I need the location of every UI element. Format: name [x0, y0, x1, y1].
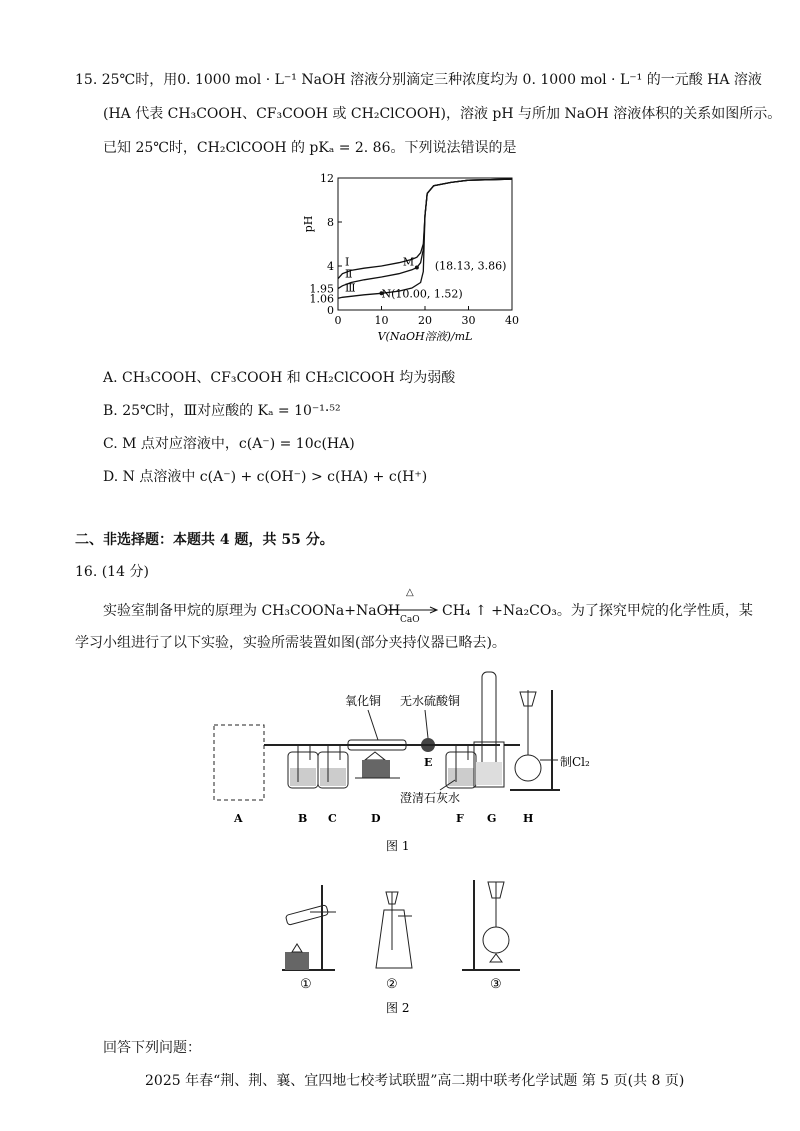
series-label: Ⅲ — [345, 281, 356, 295]
answer-prompt: 回答下列问题： — [103, 1040, 201, 1056]
q15-line3: 已知 25℃时，CH₂ClCOOH 的 pKₐ = 2. 86。下列说法错误的是 — [103, 140, 517, 156]
label-cl2: 制Cl₂ — [560, 755, 590, 769]
point-name: M — [402, 255, 415, 269]
apparatus-label-g: G — [487, 812, 497, 825]
label-cuo: 氧化铜 — [345, 694, 382, 708]
q15-option-b: B. 25℃时，Ⅲ对应酸的 Kₐ = 10⁻¹·⁵² — [103, 403, 341, 419]
reaction-condition-heat: △ — [406, 587, 414, 598]
apparatus-label-e: E — [424, 756, 433, 769]
q16-intro-line2: 学习小组进行了以下实验，实验所需装置如图(部分夹持仪器已略去)。 — [75, 635, 506, 651]
apparatus-option-2 — [376, 892, 412, 968]
q15-option-c: C. M 点对应溶液中，c(A⁻) = 10c(HA) — [103, 436, 355, 452]
q15-option-d: D. N 点溶液中 c(A⁻) + c(OH⁻) > c(HA) + c(H⁺) — [103, 469, 428, 485]
y-extra-tick-label: 1.95 — [309, 282, 334, 296]
q15-line1: 15. 25℃时，用0. 1000 mol · L⁻¹ NaOH 溶液分别滴定三种浓度均为 0. 1000 mol · L⁻¹ 的一元酸 HA 溶液 — [75, 72, 762, 88]
figure-2-caption: 图 2 — [386, 1001, 410, 1015]
page-footer: 2025 年春“荆、荆、襄、宜四地七校考试联盟”高二期中联考化学试题 第 5 页(共 8 页) — [145, 1073, 685, 1089]
x-tick-label: 40 — [505, 314, 519, 327]
label-limewater: 澄清石灰水 — [400, 791, 461, 805]
section2-header: 二、非选择题：本题共 4 题，共 55 分。 — [75, 532, 334, 548]
y-tick-label: 4 — [327, 260, 334, 273]
x-axis-label: V(NaOH溶液)/mL — [377, 330, 473, 343]
q15-option-a: A. CH₃COOH、CF₃COOH 和 CH₂ClCOOH 均为弱酸 — [103, 370, 456, 386]
gas-washing-bottle-f — [446, 745, 476, 788]
apparatus-label-b: B — [298, 812, 308, 825]
series-label: Ⅰ — [345, 255, 350, 269]
apparatus-label-f: F — [456, 812, 464, 825]
x-tick-label: 0 — [334, 314, 342, 327]
apparatus-figure-1 — [0, 660, 800, 860]
q16-intro-b: CH₄ ↑ +Na₂CO₃。为了探究甲烷的化学性质，某 — [442, 603, 753, 619]
apparatus-label-c: C — [328, 812, 337, 825]
ph-titration-chart — [0, 160, 800, 380]
point-label: N(10.00, 1.52) — [381, 287, 463, 301]
label-cuso4: 无水硫酸铜 — [400, 694, 461, 708]
apparatus-option-1 — [282, 885, 336, 970]
q16-intro-a: 实验室制备甲烷的原理为 CH₃COONa+NaOH — [103, 603, 401, 619]
series-label: Ⅱ — [345, 267, 353, 281]
x-tick-label: 20 — [418, 314, 432, 327]
data-point — [415, 266, 419, 270]
y-tick-label: 12 — [320, 172, 334, 185]
y-tick-label: 8 — [327, 216, 334, 229]
apparatus-label-d: D — [371, 812, 381, 825]
apparatus-a-placeholder — [214, 725, 264, 800]
chlorine-generator-h — [504, 690, 560, 790]
y-axis-label: pH — [302, 215, 315, 233]
gas-washing-bottle-b — [288, 745, 318, 788]
option-label-2: ② — [386, 977, 398, 992]
gas-washing-bottle-c — [318, 745, 348, 788]
y-extra-tick-label: 1.06 — [309, 292, 334, 306]
figure-1-caption: 图 1 — [386, 839, 410, 853]
q16-number: 16. (14 分) — [75, 564, 149, 580]
reaction-arrow — [384, 587, 440, 627]
option-label-3: ③ — [490, 977, 502, 992]
apparatus-figure-2 — [0, 870, 800, 1020]
x-tick-label: 30 — [461, 314, 476, 327]
q15-line2: (HA 代表 CH₃COOH、CF₃COOH 或 CH₂ClCOOH)，溶液 pH 与所加 NaOH 溶液体积的关系如图所示。 — [103, 106, 782, 122]
reaction-condition-cao: CaO — [400, 615, 420, 625]
apparatus-option-3 — [462, 880, 520, 970]
option-label-1: ① — [300, 977, 312, 992]
apparatus-label-h: H — [523, 812, 534, 825]
gas-collection-g — [474, 672, 504, 787]
point-label: (18.13, 3.86) — [434, 259, 507, 273]
y-tick-label: 0 — [327, 304, 334, 317]
drying-tube-e — [410, 738, 448, 752]
x-tick-label: 10 — [374, 314, 389, 327]
apparatus-label-a: A — [234, 812, 243, 825]
